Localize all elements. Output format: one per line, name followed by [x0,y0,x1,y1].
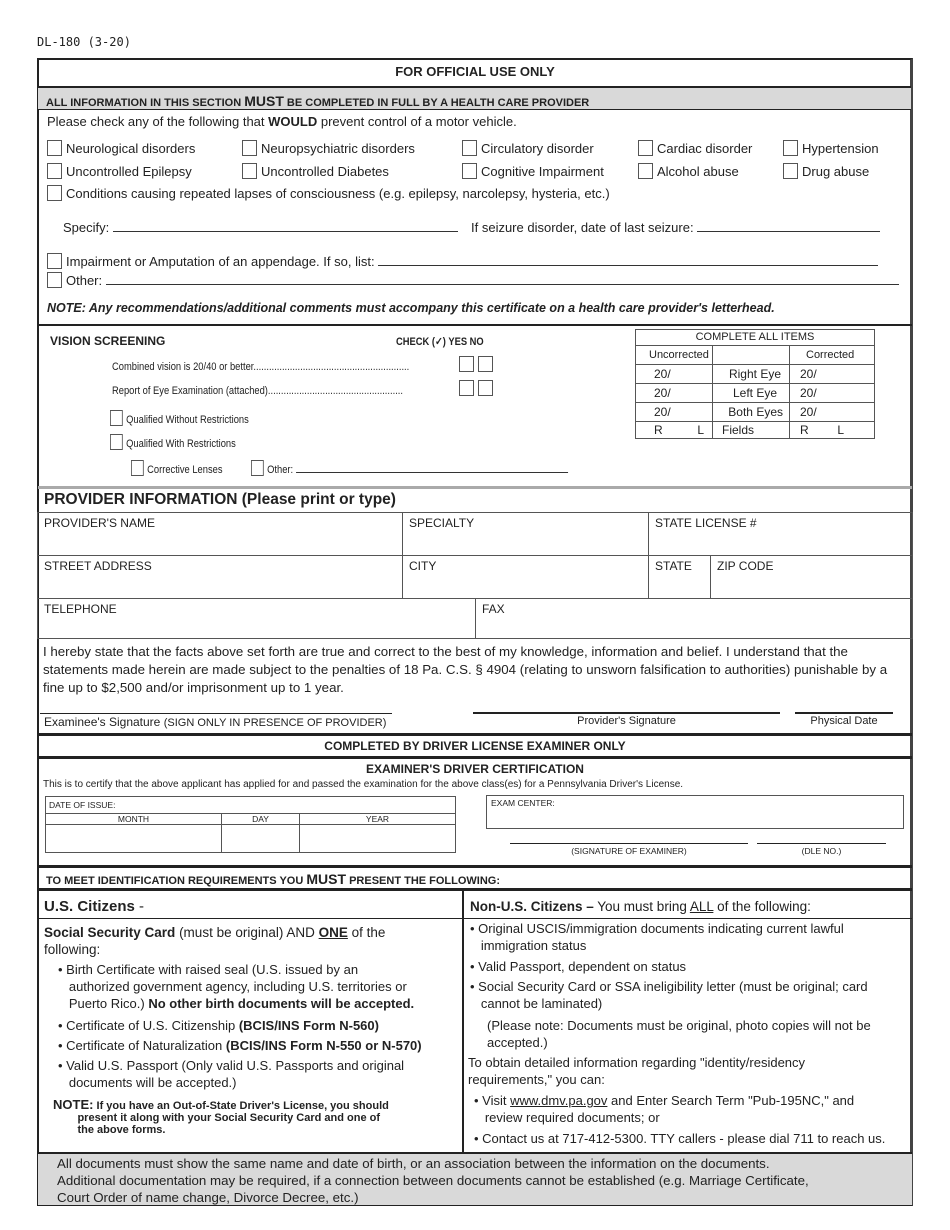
examiner-text: This is to certify that the above applicant has applied for and passed the examination for the above class(es) for a Pennsylvania Driver's License. [43,779,684,790]
cond-alcohol[interactable]: Alcohol abuse [638,163,739,179]
nonus-uscis: • Original USCIS/immigration documents indicating current lawful immigration status [470,921,844,953]
restriction-other[interactable]: Other: [251,460,568,476]
nonus-info: To obtain detailed information regarding "identity/residency requirements," you can: [468,1055,806,1087]
cond-lapses[interactable]: Conditions causing repeated lapses of consciousness (e.g. epilepsy, narcolepsy, hysteria, etc.) [47,185,610,201]
nonus-passport: • Valid Passport, dependent on status [470,959,687,974]
cond-diabetes[interactable]: Uncontrolled Diabetes [242,163,389,179]
city-field[interactable]: CITY [402,555,649,599]
instruction: Please check any of the following that WOULD prevent control of a motor vehicle. [47,114,517,129]
cond-epilepsy[interactable]: Uncontrolled Epilepsy [47,163,192,179]
exam-center-field[interactable]: EXAM CENTER: [486,795,904,829]
examiner-title: EXAMINER'S DRIVER CERTIFICATION [366,762,584,776]
us-note: NOTE: If you have an Out-of-State Driver's License, you should present it along with your Social Security Card and one of the above forms. [53,1097,389,1136]
provider-name-field[interactable]: PROVIDER'S NAME [37,512,403,556]
form-id: DL-180 (3-20) [37,35,131,49]
nonus-visit: • Visit www.dmv.pa.gov and Enter Search Term "Pub-195NC," and review required documents; or [474,1093,855,1125]
nonus-note: (Please note: Documents must be original, photo copies will not be accepted.) [487,1018,871,1050]
id-banner: TO MEET IDENTIFICATION REQUIREMENTS YOU MUST PRESENT THE FOLLOWING: [38,865,912,891]
zip-field[interactable]: ZIP CODE [710,555,913,599]
examinee-signature[interactable]: Examinee's Signature (SIGN ONLY IN PRESENCE OF PROVIDER) [44,715,387,729]
vision-q2-yes-no[interactable] [459,380,497,396]
specify-field[interactable]: Specify: [63,220,458,235]
cond-hypertension[interactable]: Hypertension [783,140,879,156]
provider-signature[interactable]: Provider's Signature [577,715,676,727]
nonus-title: Non-U.S. Citizens – You must bring ALL of the following: [470,899,811,914]
us-ssc: Social Security Card (must be original) AND ONE of the following: [44,925,386,957]
qualified-with[interactable]: Qualified With Restrictions [110,434,236,450]
cond-drug[interactable]: Drug abuse [783,163,869,179]
license-field[interactable]: STATE LICENSE # [648,512,913,556]
cond-neuropsychiatric[interactable]: Neuropsychiatric disorders [242,140,415,156]
cond-neurological[interactable]: Neurological disorders [47,140,195,156]
fax-field[interactable]: FAX [475,598,913,639]
official-use-heading: FOR OFFICIAL USE ONLY [395,64,555,79]
street-field[interactable]: STREET ADDRESS [37,555,403,599]
other-condition-field[interactable]: Other: [47,272,899,288]
us-passport: • Valid U.S. Passport (Only valid U.S. Passports and original documents will be accepted.) [58,1058,405,1090]
examiner-signature[interactable]: (SIGNATURE OF EXAMINER) [571,846,687,856]
state-field[interactable]: STATE [648,555,711,599]
qualified-without[interactable]: Qualified Without Restrictions [110,410,249,426]
provider-title: PROVIDER INFORMATION (Please print or type) [44,491,396,508]
footer-note: All documents must show the same name and date of birth, or an association between the information on the documents. Additional documentation may be required, if a connection between documents cannot be established (e.g. Marriage Certificate, Court Order of name change, Divorce Decree, etc.) [38,1152,912,1205]
vision-title: VISION SCREENING [50,334,166,348]
nonus-ssc: • Social Security Card or SSA ineligibility letter (must be original; card cannot be laminated) [470,979,868,1011]
examiner-banner: COMPLETED BY DRIVER LICENSE EXAMINER ONLY [324,739,626,753]
vision-q1: Combined vision is 20/40 or better............................................................ [112,361,410,373]
corrective-lenses[interactable]: Corrective Lenses [131,460,223,476]
us-birth-cert: • Birth Certificate with raised seal (U.S. issued by an authorized government agency, including U.S. territories or Puerto Rico.) No other birth documents will be accepted. [58,962,415,1011]
seizure-date-field[interactable]: If seizure disorder, date of last seizure: [471,220,880,235]
attestation: I hereby state that the facts above set forth are true and correct to the best of my knowledge, information and belief. I understand that the statements made herein are made subject to the penalties of 18 Pa. C.S. § 4904 (relating to unsworn falsification to authorities) punishable by a fine up to $2,500 and/or imprisonment up to 1 year. [43,644,888,695]
hcp-banner: ALL INFORMATION IN THIS SECTION MUST BE COMPLETED IN FULL BY A HEALTH CARE PROVIDER [38,86,911,110]
cond-cardiac[interactable]: Cardiac disorder [638,140,752,156]
telephone-field[interactable]: TELEPHONE [37,598,476,639]
impairment-field[interactable]: Impairment or Amputation of an appendage. If so, list: [47,253,878,269]
date-of-issue[interactable]: DATE OF ISSUE: MONTH DAY YEAR [45,796,456,853]
nonus-contact: • Contact us at 717-412-5300. TTY callers - please dial 711 to reach us. [474,1131,886,1146]
note: NOTE: Any recommendations/additional comments must accompany this certificate on a health care provider's letterhead. [47,301,775,315]
cond-circulatory[interactable]: Circulatory disorder [462,140,594,156]
vision-q1-yes-no[interactable] [459,356,497,372]
dle-number[interactable]: (DLE NO.) [801,846,842,856]
cond-cognitive[interactable]: Cognitive Impairment [462,163,604,179]
specialty-field[interactable]: SPECIALTY [402,512,649,556]
us-naturalization-cert: • Certificate of Naturalization (BCIS/INS Form N-550 or N-570) [58,1038,422,1053]
vision-check-header: CHECK (✓) YES NO [396,336,484,348]
us-citizenship-cert: • Certificate of U.S. Citizenship (BCIS/INS Form N-560) [58,1018,379,1033]
vision-acuity-table: COMPLETE ALL ITEMS Uncorrected Corrected 20/ Right Eye 20/ 20/ Left Eye 20/ 20/ Both Eyes 20/ R L Fields R L [635,329,875,439]
us-citizens-title: U.S. Citizens - [44,898,145,915]
physical-date[interactable]: Physical Date [810,715,878,727]
vision-q2: Report of Eye Examination (attached).................................................... [112,385,404,397]
dmv-link[interactable]: www.dmv.pa.gov [510,1093,608,1108]
